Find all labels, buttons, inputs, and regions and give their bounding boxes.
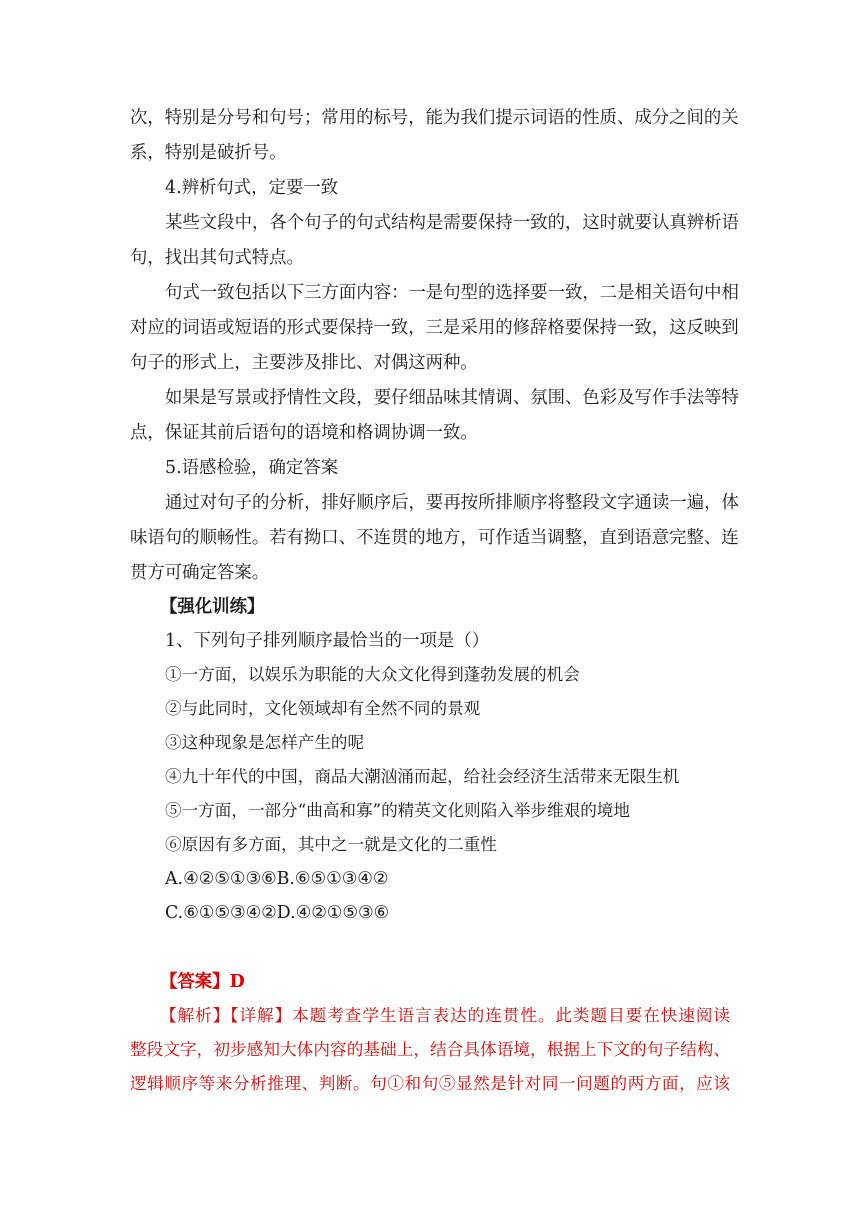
paragraph-line: 贯方可确定答案。	[130, 563, 270, 583]
answer-line	[160, 970, 760, 994]
analysis-line: 【解析】【详解】本题考查学生语言表达的连贯性。此类题目要在快速阅读	[160, 1006, 730, 1025]
section-heading-4: 4.辨析句式，定要一致	[165, 178, 339, 198]
options-a-b: A.④②⑤①③⑥B.⑥⑤①③④②	[165, 869, 389, 889]
sentence-item-4: ④九十年代的中国，商品大潮汹涌而起，给社会经济生活带来无限生机	[165, 767, 680, 786]
question-stem: 1、下列句子排列顺序最恰当的一项是（）	[165, 631, 490, 651]
paragraph-line: 对应的词语或短语的形式要保持一致，三是采用的修辞格要保持一致，这反映到	[130, 318, 739, 338]
sentence-item-3: ③这种现象是怎样产生的呢	[165, 733, 365, 752]
analysis-line: 逻辑顺序等来分析推理、判断。句①和句⑤显然是针对同一问题的两方面，应该	[130, 1074, 730, 1093]
answer-value: D	[229, 972, 245, 992]
training-heading: 【强化训练】	[160, 597, 265, 617]
paragraph-line: 系，特别是破折号。	[130, 143, 287, 163]
paragraph-line: 某些文段中，各个句子的句式结构是需要保持一致的，这时就要认真辨析语	[165, 213, 739, 233]
options-c-d: C.⑥①⑤③④②D.④②①⑤③⑥	[165, 903, 390, 923]
sentence-item-2: ②与此同时，文化领域却有全然不同的景观	[165, 699, 481, 718]
paragraph-line: 如果是写景或抒情性文段，要仔细品味其情调、氛围、色彩及写作手法等特	[165, 388, 739, 408]
paragraph-line: 句，找出其句式特点。	[130, 248, 304, 268]
answer-label: 【答案】	[160, 972, 230, 992]
paragraph-line: 点，保证其前后语句的语境和格调协调一致。	[130, 423, 478, 443]
sentence-item-1: ①一方面，以娱乐为职能的大众文化得到蓬勃发展的机会	[165, 665, 580, 684]
paragraph-line: 通过对句子的分析，排好顺序后，要再按所排顺序将整段文字通读一遍，体	[165, 493, 739, 513]
sentence-item-6: ⑥原因有多方面，其中之一就是文化的二重性	[165, 835, 497, 854]
section-heading-5: 5.语感检验，确定答案	[165, 458, 339, 478]
analysis-line: 整段文字，初步感知大体内容的基础上，结合具体语境，根据上下文的句子结构、	[130, 1040, 730, 1059]
paragraph-line: 次，特别是分号和句号；常用的标号，能为我们提示词语的性质、成分之间的关	[130, 108, 739, 128]
paragraph-line: 味语句的顺畅性。若有拗口、不连贯的地方，可作适当调整，直到语意完整、连	[130, 528, 739, 548]
paragraph-line: 句子的形式上，主要涉及排比、对偶这两种。	[130, 353, 478, 373]
paragraph-line: 句式一致包括以下三方面内容：一是句型的选择要一致，二是相关语句中相	[165, 283, 739, 303]
sentence-item-5: ⑤一方面，一部分“曲高和寡”的精英文化则陷入举步维艰的境地	[165, 801, 630, 820]
